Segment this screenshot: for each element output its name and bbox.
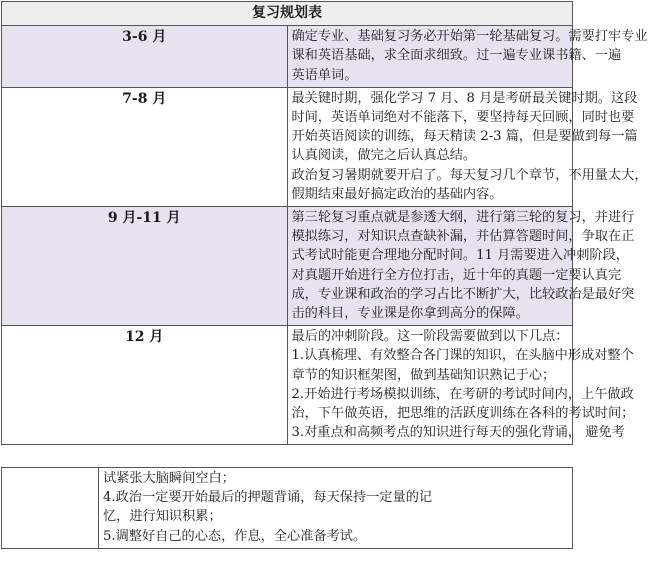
table-title: 复习规划表 — [2, 2, 573, 26]
content-line: 英语单词。 — [291, 67, 358, 83]
content-line: 假期结束最好搞定政治的基础内容。 — [291, 186, 503, 202]
period-cell: 3-6 月 — [2, 26, 288, 88]
table-title-row — [2, 2, 573, 26]
content-line: 模拟练习，对知识点查缺补漏，并估算答题时间，争取在正 — [291, 229, 635, 245]
content-line: 击的科目，专业课是你拿到高分的保障。 — [291, 306, 529, 322]
content-line: 5.调整好自己的心态，作息，全心准备考试。 — [103, 528, 367, 544]
period-cell: 7-8 月 — [2, 87, 288, 206]
content-line: 4.政治一定要开始最后的押题背诵，每天保持一定量的记 — [103, 490, 433, 506]
content-line: 政治复习暑期就要开启了。每天复习几个章节，不用量太大， — [291, 167, 648, 183]
content-line: 忆，进行知识积累； — [103, 509, 222, 525]
table-row — [2, 326, 573, 445]
content-cell — [99, 468, 573, 549]
content-line: 最关键时期，强化学习 7 月、8 月是考研最关键时期。这段 — [291, 90, 638, 106]
period-cell: 9 月-11 月 — [2, 207, 288, 326]
review-plan-table-continuation — [1, 467, 573, 549]
content-line: 最后的冲刺阶段。这一阶段需要做到以下几点： — [291, 329, 569, 345]
content-line: 课和英语基础，求全面求细致。过一遍专业课书籍、一遍 — [291, 48, 622, 64]
period-cell: 12 月 — [2, 326, 288, 445]
content-line: 3.对重点和高频考点的知识进行每天的强化背诵， 避免考 — [291, 425, 625, 441]
content-line: 成，专业课和政治的学习占比不断扩大，比较政治是最好突 — [291, 286, 635, 302]
content-line: 1.认真梳理、有效整合各门课的知识，在头脑中形成对整个 — [291, 348, 634, 364]
content-line: 开始英语阅读的训练，每天精读 2-3 篇，但是要做到每一篇 — [291, 129, 638, 145]
table-row — [2, 26, 573, 88]
review-plan-table — [1, 1, 648, 445]
content-line: 式考试时能更合理地分配时间。11 月需要进入冲刺阶段， — [291, 248, 629, 264]
content-line: 试紧张大脑瞬间空白； — [103, 471, 235, 486]
content-line: 时间，英语单词绝对不能落下，要坚持每天回顾，同时也要 — [291, 110, 635, 126]
period-cell — [2, 468, 99, 549]
content-line: 治，下午做英语，把思维的活跃度训练在各科的考试时间； — [291, 406, 635, 422]
content-cell — [287, 207, 635, 326]
content-line: 认真阅读，做完之后认真总结。 — [291, 148, 477, 164]
content-line: 第三轮复习重点就是参透大纲，进行第三轮的复习，并进行 — [291, 210, 635, 226]
table-row — [2, 468, 573, 549]
content-line: 对真题开始进行全方位打击，近十年的真题一定要认真完 — [291, 267, 622, 283]
content-line: 章节的知识框架图，做到基础知识熟记于心； — [291, 367, 556, 383]
table-row — [2, 207, 573, 326]
table-row — [2, 87, 573, 206]
content-line: 2.开始进行考场模拟训练，在考研的考试时间内，上午做政 — [291, 386, 634, 402]
content-cell — [287, 326, 635, 445]
content-cell — [287, 26, 648, 88]
content-line: 确定专业、基础复习务必开始第一轮基础复习。需要打牢专业 — [291, 29, 648, 45]
content-cell — [287, 87, 648, 206]
